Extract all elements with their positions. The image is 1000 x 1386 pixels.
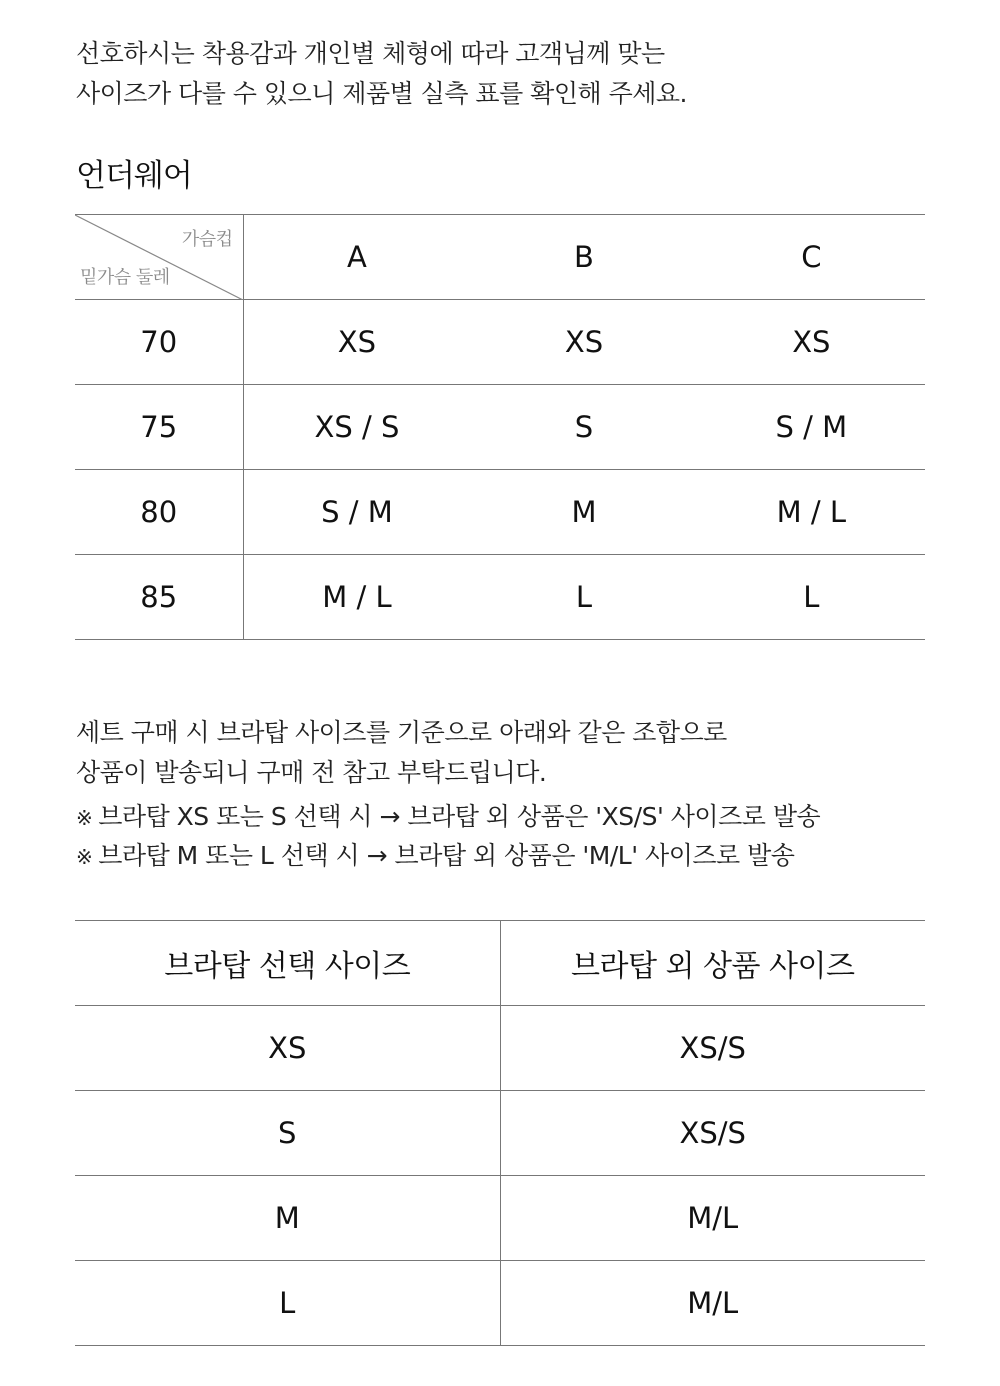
cup-header-a: A	[243, 215, 470, 300]
size-cell: M	[470, 470, 697, 555]
size-cell: XS	[470, 300, 697, 385]
size-cell: M / L	[698, 470, 925, 555]
header-other-size: 브라탑 외 상품 사이즈	[500, 921, 925, 1006]
reference-mark-icon: ※	[76, 806, 93, 830]
underwear-size-table	[75, 214, 925, 640]
set-purchase-note	[76, 713, 727, 793]
reference-mark-icon: ※	[76, 845, 93, 869]
bratop-size-cell: XS	[75, 1006, 500, 1091]
intro-line-2: 사이즈가 다를 수 있으니 제품별 실측 표를 확인해 주세요.	[76, 79, 687, 108]
header-bratop-size: 브라탑 선택 사이즈	[75, 921, 500, 1006]
rule-item	[76, 798, 820, 837]
intro-text	[76, 34, 687, 114]
table-row	[75, 1091, 925, 1176]
size-cell: S	[470, 385, 697, 470]
bratop-size-cell: L	[75, 1261, 500, 1346]
band-cell: 80	[75, 470, 243, 555]
size-cell: S / M	[243, 470, 470, 555]
rule-item	[76, 837, 820, 876]
table-row	[75, 1006, 925, 1091]
set-size-mapping-table	[75, 920, 925, 1346]
intro-line-1: 선호하시는 착용감과 개인별 체형에 따라 고객님께 맞는	[76, 39, 665, 68]
corner-label-band: 밑가슴 둘레	[80, 267, 170, 288]
table-header-row	[75, 215, 925, 300]
cup-header-c: C	[698, 215, 925, 300]
table-row	[75, 555, 925, 640]
size-cell: M / L	[243, 555, 470, 640]
table-row	[75, 300, 925, 385]
underwear-title: 언더웨어	[76, 158, 192, 194]
band-cell: 85	[75, 555, 243, 640]
table-row	[75, 385, 925, 470]
other-size-cell: M/L	[500, 1261, 925, 1346]
size-cell: XS	[698, 300, 925, 385]
other-size-cell: XS/S	[500, 1091, 925, 1176]
band-cell: 75	[75, 385, 243, 470]
set-note-line-2: 상품이 발송되니 구매 전 참고 부탁드립니다.	[76, 758, 547, 787]
size-cell: S / M	[698, 385, 925, 470]
table-row	[75, 1176, 925, 1261]
size-cell: L	[470, 555, 697, 640]
set-rules	[76, 798, 820, 876]
other-size-cell: M/L	[500, 1176, 925, 1261]
rule-text: 브라탑 M 또는 L 선택 시 → 브라탑 외 상품은 'M/L' 사이즈로 발송	[98, 841, 795, 870]
cup-header-b: B	[470, 215, 697, 300]
table-header-row	[75, 921, 925, 1006]
rule-text: 브라탑 XS 또는 S 선택 시 → 브라탑 외 상품은 'XS/S' 사이즈로 발송	[98, 802, 821, 831]
table-row	[75, 1261, 925, 1346]
size-cell: XS / S	[243, 385, 470, 470]
table-row	[75, 470, 925, 555]
other-size-cell: XS/S	[500, 1006, 925, 1091]
size-cell: XS	[243, 300, 470, 385]
bratop-size-cell: M	[75, 1176, 500, 1261]
bratop-size-cell: S	[75, 1091, 500, 1176]
set-note-line-1: 세트 구매 시 브라탑 사이즈를 기준으로 아래와 같은 조합으로	[76, 718, 727, 747]
band-cell: 70	[75, 300, 243, 385]
corner-header-cell	[75, 215, 243, 300]
corner-label-cup: 가슴컵	[181, 229, 233, 250]
size-cell: L	[698, 555, 925, 640]
